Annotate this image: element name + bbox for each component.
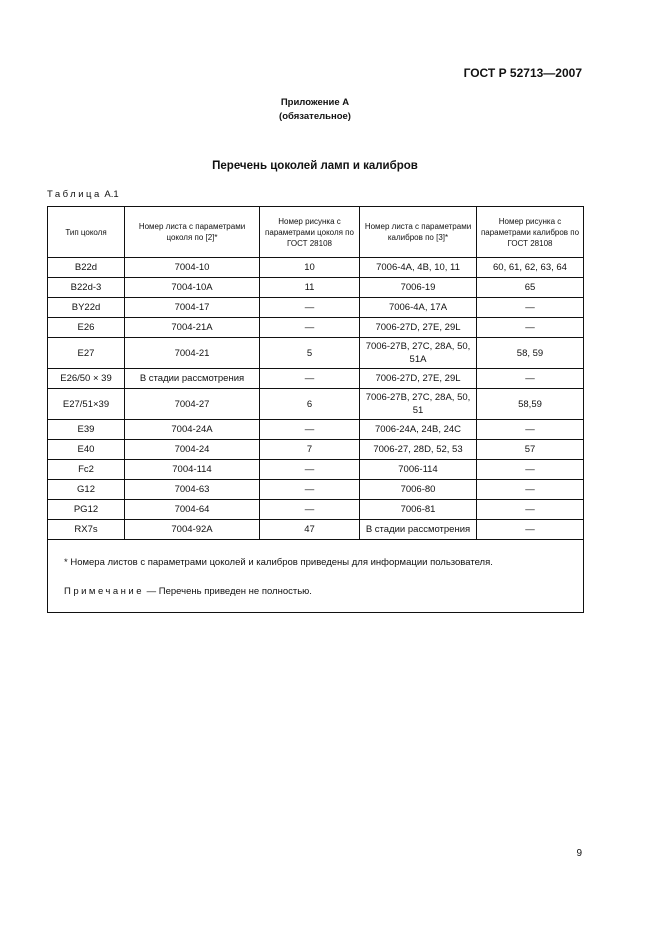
appendix-status: (обязательное) bbox=[279, 111, 351, 122]
cell-socket-type: E40 bbox=[48, 440, 125, 460]
cell-socket-sheet: 7004-21 bbox=[125, 338, 260, 369]
table-row bbox=[48, 460, 584, 480]
note-text: — Перечень приведен не полностью. bbox=[146, 586, 312, 597]
col-header-gauge-sheet: Номер листа с параметрами калибров по [3]* bbox=[360, 207, 477, 258]
table-caption-number: А.1 bbox=[104, 189, 119, 200]
cell-socket-sheet: В стадии рассмотрения bbox=[125, 369, 260, 389]
cell-gauge-sheet: 7006-81 bbox=[360, 500, 477, 520]
cell-socket-figure: — bbox=[260, 420, 360, 440]
section-title: Перечень цоколей ламп и калибров bbox=[212, 160, 418, 172]
table-header-row bbox=[48, 207, 584, 258]
table-row bbox=[48, 318, 584, 338]
cell-socket-sheet: 7004-10A bbox=[125, 278, 260, 298]
cell-gauge-sheet: 7006-114 bbox=[360, 460, 477, 480]
table-footer bbox=[48, 540, 584, 613]
table-row bbox=[48, 389, 584, 420]
cell-socket-figure: — bbox=[260, 318, 360, 338]
table-row bbox=[48, 440, 584, 460]
table-row bbox=[48, 258, 584, 278]
cell-socket-type: BY22d bbox=[48, 298, 125, 318]
table-caption bbox=[47, 189, 119, 200]
cell-socket-figure: 11 bbox=[260, 278, 360, 298]
cell-socket-type: Fc2 bbox=[48, 460, 125, 480]
table-row bbox=[48, 338, 584, 369]
cell-socket-sheet: 7004-114 bbox=[125, 460, 260, 480]
cell-socket-figure: — bbox=[260, 369, 360, 389]
cell-gauge-sheet: 7006-27D, 27E, 29L bbox=[360, 318, 477, 338]
cell-socket-type: E26/50 × 39 bbox=[48, 369, 125, 389]
cell-gauge-figure: 65 bbox=[477, 278, 584, 298]
cell-gauge-sheet: 7006-27D, 27E, 29L bbox=[360, 369, 477, 389]
cell-gauge-sheet: В стадии рассмотрения bbox=[360, 520, 477, 540]
cell-socket-figure: 47 bbox=[260, 520, 360, 540]
cell-socket-figure: 7 bbox=[260, 440, 360, 460]
cell-gauge-sheet: 7006-80 bbox=[360, 480, 477, 500]
col-header-gauge-figure: Номер рисунка с параметрами калибров по ГОСТ 28108 bbox=[477, 207, 584, 258]
cell-gauge-sheet: 7006-27B, 27C, 28A, 50, 51 bbox=[360, 389, 477, 420]
col-header-socket-figure: Номер рисунка с параметрами цоколя по ГОСТ 28108 bbox=[260, 207, 360, 258]
table-note bbox=[64, 585, 573, 598]
document-number: ГОСТ Р 52713—2007 bbox=[463, 66, 582, 80]
cell-socket-sheet: 7004-63 bbox=[125, 480, 260, 500]
cell-socket-type: E27 bbox=[48, 338, 125, 369]
table-footnote: * Номера листов с параметрами цоколей и калибров приведены для информации пользователя. bbox=[64, 557, 493, 568]
cell-gauge-sheet: 7006-4A, 17A bbox=[360, 298, 477, 318]
table-row bbox=[48, 520, 584, 540]
cell-socket-sheet: 7004-64 bbox=[125, 500, 260, 520]
cell-socket-sheet: 7004-10 bbox=[125, 258, 260, 278]
cell-gauge-figure: — bbox=[477, 298, 584, 318]
table-row bbox=[48, 500, 584, 520]
cell-socket-figure: — bbox=[260, 460, 360, 480]
cell-socket-sheet: 7004-24 bbox=[125, 440, 260, 460]
col-header-socket-sheet: Номер листа с параметрами цоколя по [2]* bbox=[125, 207, 260, 258]
cell-gauge-sheet: 7006-27, 28D, 52, 53 bbox=[360, 440, 477, 460]
cell-socket-figure: 6 bbox=[260, 389, 360, 420]
col-header-socket-type: Тип цоколя bbox=[48, 207, 125, 258]
cell-gauge-figure: 58,59 bbox=[477, 389, 584, 420]
cell-socket-type: RX7s bbox=[48, 520, 125, 540]
cell-gauge-figure: 57 bbox=[477, 440, 584, 460]
note-label: Примечание bbox=[64, 586, 144, 597]
table-row bbox=[48, 420, 584, 440]
cell-gauge-figure: 60, 61, 62, 63, 64 bbox=[477, 258, 584, 278]
page-number: 9 bbox=[576, 848, 582, 859]
cell-socket-type: B22d-3 bbox=[48, 278, 125, 298]
appendix-title: Приложение А bbox=[280, 97, 350, 108]
cell-socket-figure: — bbox=[260, 480, 360, 500]
cell-socket-figure: — bbox=[260, 500, 360, 520]
appendix-heading bbox=[0, 96, 630, 124]
cell-gauge-sheet: 7006-19 bbox=[360, 278, 477, 298]
table-row bbox=[48, 369, 584, 389]
cell-gauge-figure: — bbox=[477, 369, 584, 389]
cell-gauge-figure: — bbox=[477, 318, 584, 338]
cell-socket-sheet: 7004-24A bbox=[125, 420, 260, 440]
cell-gauge-sheet: 7006-24A, 24B, 24C bbox=[360, 420, 477, 440]
cell-socket-type: E27/51×39 bbox=[48, 389, 125, 420]
cell-gauge-figure: — bbox=[477, 500, 584, 520]
cell-socket-sheet: 7004-27 bbox=[125, 389, 260, 420]
cell-gauge-figure: — bbox=[477, 480, 584, 500]
table-row bbox=[48, 480, 584, 500]
socket-table bbox=[47, 206, 584, 613]
cell-socket-figure: 10 bbox=[260, 258, 360, 278]
table-row bbox=[48, 278, 584, 298]
cell-socket-type: G12 bbox=[48, 480, 125, 500]
cell-socket-sheet: 7004-17 bbox=[125, 298, 260, 318]
cell-gauge-figure: — bbox=[477, 520, 584, 540]
cell-socket-figure: — bbox=[260, 298, 360, 318]
table-caption-word: Таблица bbox=[47, 189, 102, 200]
cell-socket-sheet: 7004-92A bbox=[125, 520, 260, 540]
cell-socket-figure: 5 bbox=[260, 338, 360, 369]
table-row bbox=[48, 298, 584, 318]
cell-socket-type: PG12 bbox=[48, 500, 125, 520]
cell-socket-sheet: 7004-21A bbox=[125, 318, 260, 338]
cell-gauge-sheet: 7006-27B, 27C, 28A, 50, 51A bbox=[360, 338, 477, 369]
cell-gauge-sheet: 7006-4A, 4B, 10, 11 bbox=[360, 258, 477, 278]
cell-gauge-figure: — bbox=[477, 420, 584, 440]
cell-socket-type: E26 bbox=[48, 318, 125, 338]
cell-gauge-figure: — bbox=[477, 460, 584, 480]
cell-gauge-figure: 58, 59 bbox=[477, 338, 584, 369]
cell-socket-type: E39 bbox=[48, 420, 125, 440]
cell-socket-type: B22d bbox=[48, 258, 125, 278]
